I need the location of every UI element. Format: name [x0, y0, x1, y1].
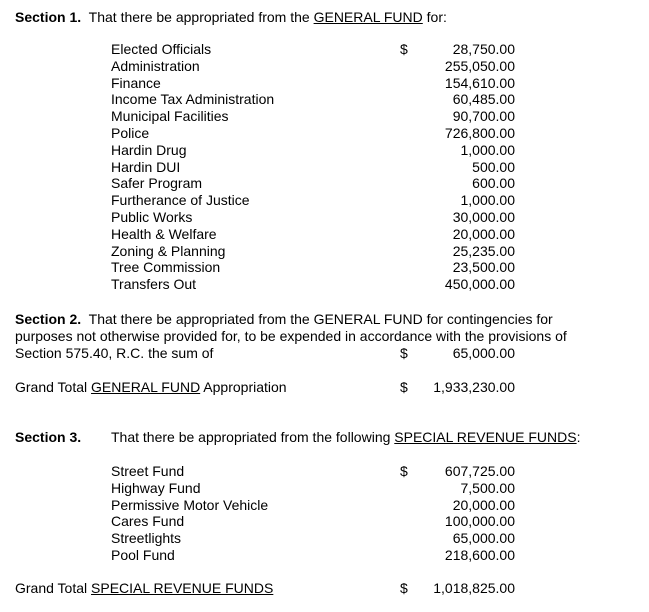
line-item-amount: 28,750.00 — [452, 41, 515, 57]
line-item — [111, 243, 515, 260]
line-item-name: Elected Officials — [111, 41, 212, 57]
special-total-prefix: Grand Total — [15, 580, 92, 596]
line-item-name: Pool Fund — [111, 546, 175, 563]
line-item-amount: 20,000.00 — [452, 225, 515, 242]
general-fund-list — [111, 41, 515, 293]
section-1-text: That there be appropriated from the — [88, 9, 314, 25]
line-item-name: Tree Commission — [111, 259, 221, 276]
line-item — [111, 530, 515, 547]
line-item — [111, 159, 515, 176]
section-2-label: Section 2. — [15, 311, 82, 327]
line-item-name: Permissive Motor Vehicle — [111, 496, 269, 513]
line-item-amount: 1,000.00 — [460, 141, 515, 158]
general-total-amount: 1,933,230.00 — [433, 379, 515, 395]
section-3-text: That there be appropriated from the following — [111, 429, 395, 445]
line-item-name: Municipal Facilities — [111, 108, 229, 125]
special-total-fund: SPECIAL REVENUE FUNDS — [91, 580, 274, 596]
line-item-name: Zoning & Planning — [111, 242, 226, 259]
line-item — [111, 91, 515, 108]
line-item-name: Streetlights — [111, 530, 182, 547]
line-item-name: Street Fund — [111, 463, 185, 479]
line-item — [111, 497, 515, 514]
line-item-name: Highway Fund — [111, 479, 201, 496]
special-revenue-total-label — [15, 580, 273, 597]
section-2-paragraph — [15, 311, 615, 362]
line-item-name: Transfers Out — [111, 276, 197, 293]
line-item-name: Hardin Drug — [111, 141, 187, 158]
line-item-name: Furtherance of Justice — [111, 192, 250, 209]
section-3-label: Section 3. — [15, 429, 82, 445]
general-fund-total-label — [15, 379, 287, 396]
line-item-amount: 218,600.00 — [444, 546, 515, 563]
special-total-dollar: $ — [400, 580, 408, 596]
line-item-name: Cares Fund — [111, 513, 185, 530]
line-item-amount: 500.00 — [472, 158, 515, 175]
line-item-name: Health & Welfare — [111, 225, 217, 242]
line-item-amount: 90,700.00 — [452, 108, 515, 125]
line-item — [111, 175, 515, 192]
line-item-amount: 600.00 — [472, 175, 515, 192]
line-item — [111, 209, 515, 226]
line-item — [111, 480, 515, 497]
line-item — [111, 547, 515, 564]
line-item-amount: 255,050.00 — [444, 57, 515, 74]
line-item — [111, 142, 515, 159]
dollar-sign: $ — [400, 463, 408, 479]
line-item — [111, 58, 515, 75]
section-1-text-after: for: — [422, 9, 447, 25]
section-3-text-after: : — [576, 429, 581, 445]
line-item — [111, 463, 515, 480]
line-item-amount: 23,500.00 — [452, 259, 515, 276]
line-item — [111, 259, 515, 276]
section-1-fund: GENERAL FUND — [313, 9, 423, 25]
section-2-line-2: purposes not otherwise provided for, to be expended in accordance with the provisions of — [15, 328, 567, 344]
line-item — [111, 192, 515, 209]
line-item — [111, 108, 515, 125]
line-item-amount: 450,000.00 — [444, 276, 515, 293]
general-total-dollar: $ — [400, 379, 408, 395]
special-revenue-list — [111, 463, 515, 564]
section-1-heading — [15, 9, 447, 26]
line-item-amount: 1,000.00 — [460, 192, 515, 209]
section-1-label: Section 1. — [15, 9, 82, 25]
section-2-text-1: That there be appropriated from the GENERAL FUND for contingencies for — [88, 311, 553, 327]
general-total-suffix: Appropriation — [200, 379, 287, 395]
line-item-amount: 30,000.00 — [452, 208, 515, 225]
line-item-name: Hardin DUI — [111, 158, 181, 175]
dollar-sign: $ — [400, 41, 408, 57]
section-2-line-1 — [15, 311, 615, 328]
line-item — [111, 41, 515, 58]
line-item — [111, 276, 515, 293]
section-3-heading — [111, 429, 580, 446]
general-total-prefix: Grand Total — [15, 379, 92, 395]
section-2-amount: 65,000.00 — [452, 345, 515, 361]
special-total-amount: 1,018,825.00 — [433, 580, 515, 596]
line-item-name: Police — [111, 124, 150, 141]
line-item — [111, 125, 515, 142]
line-item-name: Safer Program — [111, 175, 203, 192]
line-item-amount: 154,610.00 — [444, 74, 515, 91]
line-item — [111, 75, 515, 92]
line-item-amount: 7,500.00 — [460, 479, 515, 496]
line-item-name: Finance — [111, 74, 161, 91]
line-item-amount: 65,000.00 — [452, 530, 515, 547]
section-2-dollar: $ — [400, 345, 408, 361]
section-3-fund: SPECIAL REVENUE FUNDS — [394, 429, 577, 445]
line-item-amount: 607,725.00 — [444, 463, 515, 479]
line-item-amount: 726,800.00 — [444, 124, 515, 141]
line-item-name: Income Tax Administration — [111, 91, 275, 108]
line-item — [111, 513, 515, 530]
section-2-line-3: Section 575.40, R.C. the sum of — [15, 345, 214, 361]
line-item-name: Administration — [111, 57, 200, 74]
line-item-amount: 100,000.00 — [444, 513, 515, 530]
line-item-amount: 25,235.00 — [452, 242, 515, 259]
line-item-name: Public Works — [111, 208, 193, 225]
line-item-amount: 60,485.00 — [452, 91, 515, 108]
line-item — [111, 226, 515, 243]
line-item-amount: 20,000.00 — [452, 496, 515, 513]
general-total-fund: GENERAL FUND — [91, 379, 201, 395]
